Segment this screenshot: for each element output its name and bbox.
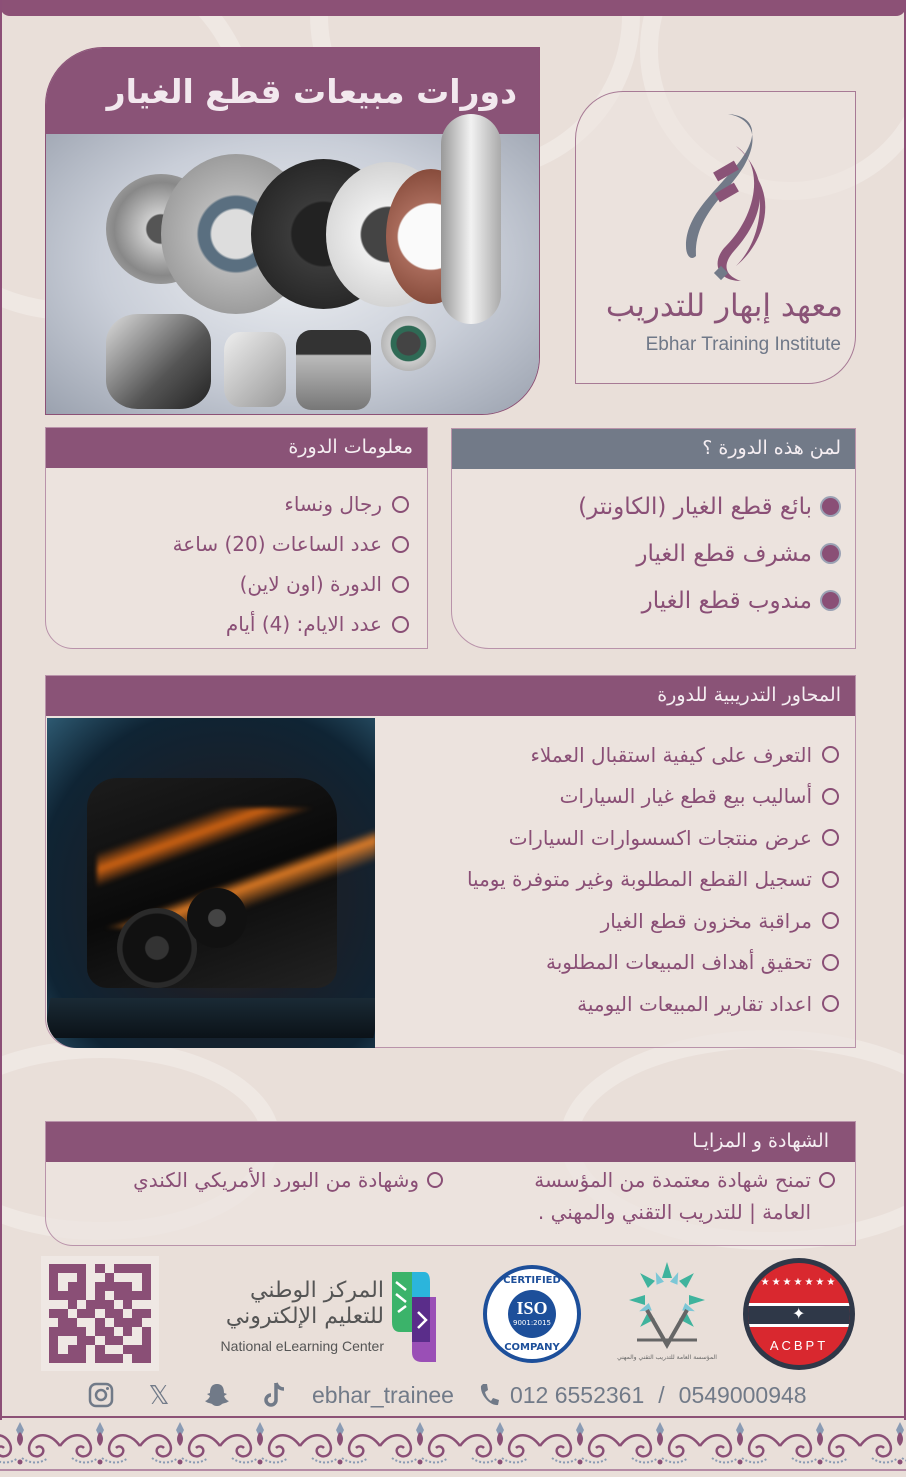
certificate-text: تمنح شهادة معتمدة من المؤسسة <box>534 1168 811 1192</box>
iso-certification-badge: CERTIFIED ISO 9001:2015 COMPANY <box>483 1265 581 1363</box>
course-info-card <box>45 427 428 649</box>
circle-bullet-icon <box>822 746 839 763</box>
list-item: تحقيق أهداف المبيعات المطلوبة <box>467 942 839 984</box>
alternator <box>106 314 211 409</box>
contact-bar <box>86 1380 807 1410</box>
top-bar <box>0 0 906 16</box>
tiktok-icon[interactable] <box>260 1380 290 1410</box>
filled-bullet-icon <box>822 545 839 562</box>
phone-separator: / <box>658 1381 665 1408</box>
hero-banner <box>45 47 540 415</box>
engine-image <box>47 718 375 1048</box>
display-stand <box>47 998 375 1038</box>
circle-bullet-icon <box>392 616 409 633</box>
audience-list <box>452 469 855 624</box>
nelc-name-arabic: المركز الوطني <box>250 1278 384 1303</box>
course-info-title: معلومات الدورة <box>46 428 427 468</box>
certificate-text: العامة | للتدريب التقني والمهني . <box>537 1200 811 1224</box>
audience-card <box>451 428 856 649</box>
social-handle[interactable]: ebhar_trainee <box>312 1381 454 1408</box>
list-item: أساليب بيع قطع غيار السيارات <box>467 776 839 818</box>
tvtc-caption: المؤسسة العامة للتدريب التقني والمهني <box>617 1354 717 1361</box>
circle-bullet-icon <box>822 912 839 929</box>
phone-number-mobile[interactable]: 0549000948 <box>678 1381 807 1408</box>
control-arm <box>441 114 501 324</box>
ornamental-border <box>0 1418 906 1468</box>
acbpt-badge: ★★★★★★★ ✦ ACBPT <box>743 1258 855 1370</box>
phone-icon <box>474 1380 504 1410</box>
list-item: بائع قطع الغيار (الكاونتر) <box>452 483 839 530</box>
nelc-emblem-icon <box>392 1272 436 1362</box>
qr-code[interactable] <box>41 1256 159 1371</box>
audience-title: لمن هذه الدورة ؟ <box>452 429 855 469</box>
list-item: مندوب قطع الغيار <box>452 577 839 624</box>
list-item: اعداد تقارير المبيعات اليومية <box>467 983 839 1025</box>
circle-bullet-icon <box>822 829 839 846</box>
training-axes-card <box>45 675 856 1048</box>
institute-name-arabic: معهد إبهار للتدريب <box>605 288 843 324</box>
list-item: تسجيل القطع المطلوبة وغير متوفرة يوميا <box>467 859 839 901</box>
circle-bullet-icon <box>819 1172 835 1188</box>
ebhar-logo-icon <box>666 106 776 286</box>
list-item: مشرف قطع الغيار <box>452 530 839 577</box>
list-item: عرض منتجات اكسسوارات السيارات <box>467 817 839 859</box>
training-axes-title: المحاور التدريبية للدورة <box>46 676 855 716</box>
stars-icon: ★★★★★★★ <box>760 1277 838 1288</box>
qr-code-matrix <box>49 1264 151 1363</box>
certificate-card <box>45 1121 856 1246</box>
water-pump <box>224 332 286 407</box>
bottom-border <box>0 1469 906 1471</box>
throttle-body <box>296 330 371 410</box>
x-icon[interactable]: 𝕏 <box>148 1379 170 1410</box>
maple-leaf-icon: ✦ <box>792 1304 806 1323</box>
certificate-item-tvtc <box>534 1164 835 1228</box>
certificate-text: وشهادة من البورد الأمريكي الكندي <box>133 1168 419 1192</box>
institute-name-english: Ebhar Training Institute <box>645 334 841 355</box>
auto-parts-image <box>46 134 539 415</box>
certificate-item-board <box>133 1164 443 1196</box>
institute-logo-card <box>575 91 856 384</box>
list-item: عدد الايام: (4) أيام <box>46 604 409 644</box>
list-item: مراقبة مخزون قطع الغيار <box>467 900 839 942</box>
nelc-logo <box>190 1272 440 1362</box>
list-item: التعرف على كيفية استقبال العملاء <box>467 734 839 776</box>
tvtc-logo <box>608 1260 726 1370</box>
instagram-icon[interactable] <box>86 1380 116 1410</box>
list-item: رجال ونساء <box>46 484 409 524</box>
filled-bullet-icon <box>822 592 839 609</box>
course-info-list <box>46 468 427 644</box>
circle-bullet-icon <box>427 1172 443 1188</box>
certificate-body <box>46 1162 855 1246</box>
left-border <box>0 0 2 1420</box>
tensioner <box>381 316 436 371</box>
nelc-name-english: National eLearning Center <box>220 1338 384 1354</box>
list-item: عدد الساعات (20) ساعة <box>46 524 409 564</box>
circle-bullet-icon <box>822 871 839 888</box>
circle-bullet-icon <box>822 995 839 1012</box>
circle-bullet-icon <box>392 496 409 513</box>
pulley <box>117 908 197 988</box>
filled-bullet-icon <box>822 498 839 515</box>
page-title: دورات مبيعات قطع الغيار <box>46 48 539 134</box>
pulley <box>187 888 247 948</box>
nelc-name-arabic: للتعليم الإلكتروني <box>225 1304 384 1329</box>
circle-bullet-icon <box>822 788 839 805</box>
snapchat-icon[interactable] <box>202 1380 232 1410</box>
phone-number-landline[interactable]: 012 6552361 <box>509 1381 645 1408</box>
circle-bullet-icon <box>822 954 839 971</box>
circle-bullet-icon <box>392 576 409 593</box>
certificate-title: الشهادة و المزايـا <box>46 1122 855 1162</box>
tvtc-emblem-icon <box>608 1260 726 1352</box>
training-axes-list <box>467 734 839 1025</box>
list-item: الدورة (اون لاين) <box>46 564 409 604</box>
circle-bullet-icon <box>392 536 409 553</box>
